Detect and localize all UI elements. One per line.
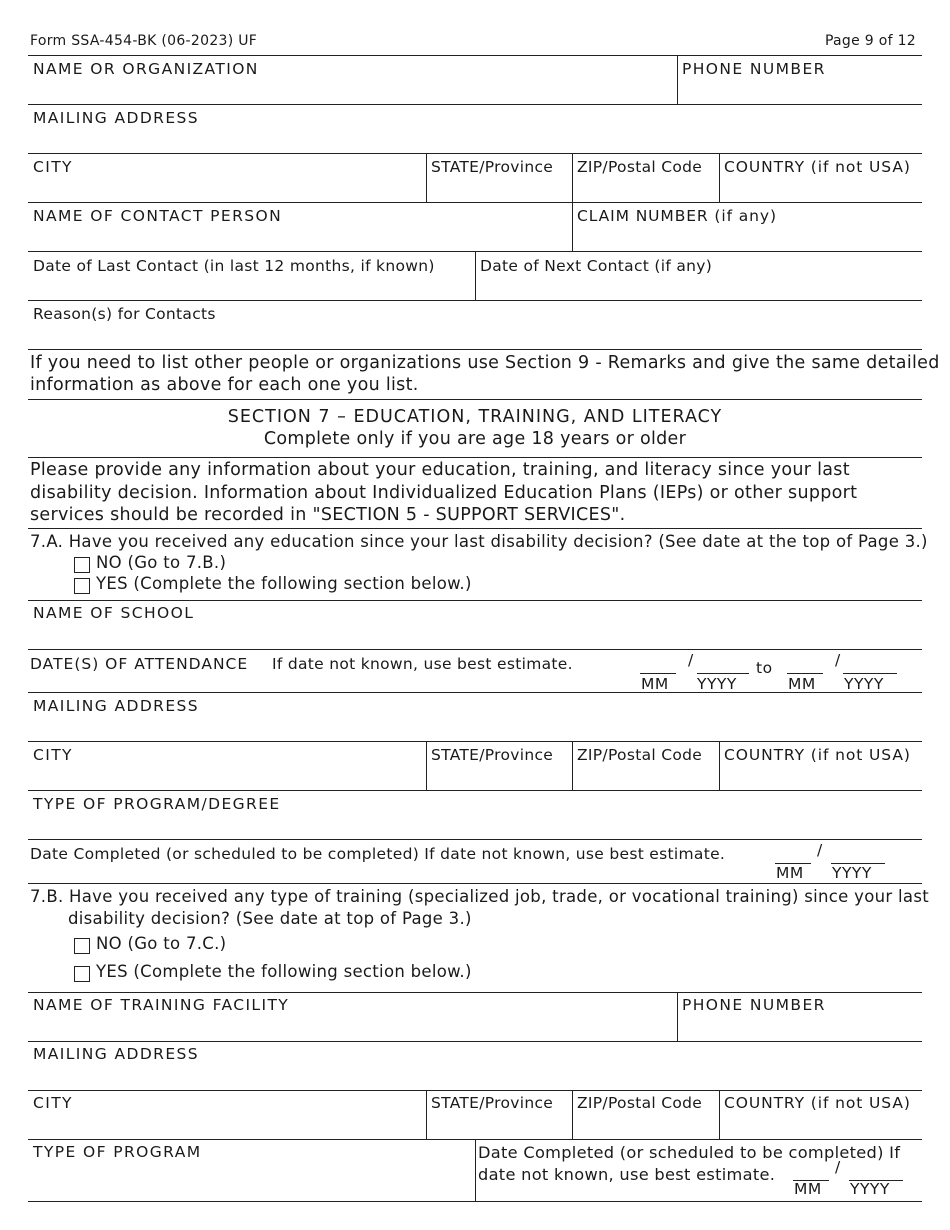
facility-label: NAME OF TRAINING FACILITY <box>33 996 290 1014</box>
zip-label: ZIP/Postal Code <box>577 158 703 176</box>
last-contact-label: Date of Last Contact (in last 12 months, if known) <box>33 257 435 275</box>
note-line-1: If you need to list other people or organizations use Section 9 - Remarks and give the same detailed <box>30 353 940 373</box>
country-label: COUNTRY (if not USA) <box>724 158 911 176</box>
note-line-2: information as above for each one you list. <box>30 375 419 395</box>
contact-person-label: NAME OF CONTACT PERSON <box>33 207 283 225</box>
q7b-completed-line-2: date not known, use best estimate. <box>478 1165 776 1184</box>
city-label: CITY <box>33 158 73 176</box>
q7a-zip-label: ZIP/Postal Code <box>577 746 703 764</box>
yyyy-3: YYYY <box>832 864 872 882</box>
q7a-no-label: NO (Go to 7.B.) <box>96 553 227 572</box>
reasons-label: Reason(s) for Contacts <box>33 305 216 323</box>
q7b-mm: MM <box>794 1180 822 1198</box>
q7b-zip-label: ZIP/Postal Code <box>577 1094 703 1112</box>
q7a-mailing-label: MAILING ADDRESS <box>33 697 200 715</box>
intro-line-1: Please provide any information about your education, training, and literacy since your last <box>30 460 850 480</box>
program-degree-label: TYPE OF PROGRAM/DEGREE <box>33 795 281 813</box>
q7a-city-label: CITY <box>33 746 73 764</box>
next-contact-label: Date of Next Contact (if any) <box>480 257 713 275</box>
q7b-state-label: STATE/Province <box>431 1094 554 1112</box>
slash-3: / <box>817 841 823 859</box>
program-type-label: TYPE OF PROGRAM <box>33 1143 202 1161</box>
mm-1: MM <box>641 675 669 693</box>
q7b-slash: / <box>835 1158 841 1176</box>
q7a-state-label: STATE/Province <box>431 746 554 764</box>
yyyy-2: YYYY <box>844 675 884 693</box>
intro-line-2: disability decision. Information about Individualized Education Plans (IEPs) or other support <box>30 483 858 503</box>
q7a-yes-label: YES (Complete the following section below.) <box>96 574 472 593</box>
question-7a: 7.A. Have you received any education since your last disability decision? (See date at the top of Page 3.) <box>30 532 928 551</box>
page-number: Page 9 of 12 <box>824 33 916 49</box>
q7b-no-label: NO (Go to 7.C.) <box>96 934 227 953</box>
section-subtitle: Complete only if you are age 18 years or older <box>263 429 687 449</box>
slash-1: / <box>688 651 694 669</box>
q7b-no-checkbox[interactable] <box>74 938 90 954</box>
q7a-no-checkbox[interactable] <box>74 557 90 573</box>
mm-2: MM <box>788 675 816 693</box>
attendance-label: DATE(S) OF ATTENDANCE <box>30 655 249 673</box>
section-title: SECTION 7 – EDUCATION, TRAINING, AND LITERACY <box>227 407 723 427</box>
q7b-phone-label: PHONE NUMBER <box>682 996 826 1014</box>
mm-3: MM <box>776 864 804 882</box>
q7b-completed-line-1: Date Completed (or scheduled to be completed) If <box>478 1143 901 1162</box>
phone-label: PHONE NUMBER <box>682 60 826 78</box>
form-id: Form SSA-454-BK (06-2023) UF <box>30 33 258 49</box>
q7b-city-label: CITY <box>33 1094 73 1112</box>
question-7b-line-2: disability decision? (See date at top of Page 3.) <box>68 909 472 928</box>
mailing-address-label: MAILING ADDRESS <box>33 109 200 127</box>
claim-number-label: CLAIM NUMBER (if any) <box>577 207 777 225</box>
q7a-country-label: COUNTRY (if not USA) <box>724 746 911 764</box>
q7a-completed-label: Date Completed (or scheduled to be completed) If date not known, use best estimate. <box>30 845 726 863</box>
q7a-yes-checkbox[interactable] <box>74 578 90 594</box>
q7b-yes-checkbox[interactable] <box>74 966 90 982</box>
attendance-note: If date not known, use best estimate. <box>272 655 573 673</box>
q7b-country-label: COUNTRY (if not USA) <box>724 1094 911 1112</box>
school-label: NAME OF SCHOOL <box>33 604 195 622</box>
question-7b-line-1: 7.B. Have you received any type of training (specialized job, trade, or vocational training) since your last <box>30 887 929 906</box>
yyyy-1: YYYY <box>697 675 737 693</box>
state-label: STATE/Province <box>431 158 554 176</box>
slash-2: / <box>835 651 841 669</box>
name-org-label: NAME OR ORGANIZATION <box>33 60 259 78</box>
intro-line-3: services should be recorded in "SECTION 5 - SUPPORT SERVICES". <box>30 505 626 525</box>
q7b-yes-label: YES (Complete the following section below.) <box>96 962 472 981</box>
q7b-yyyy: YYYY <box>850 1180 890 1198</box>
q7b-mailing-label: MAILING ADDRESS <box>33 1045 200 1063</box>
to-label: to <box>756 659 773 677</box>
